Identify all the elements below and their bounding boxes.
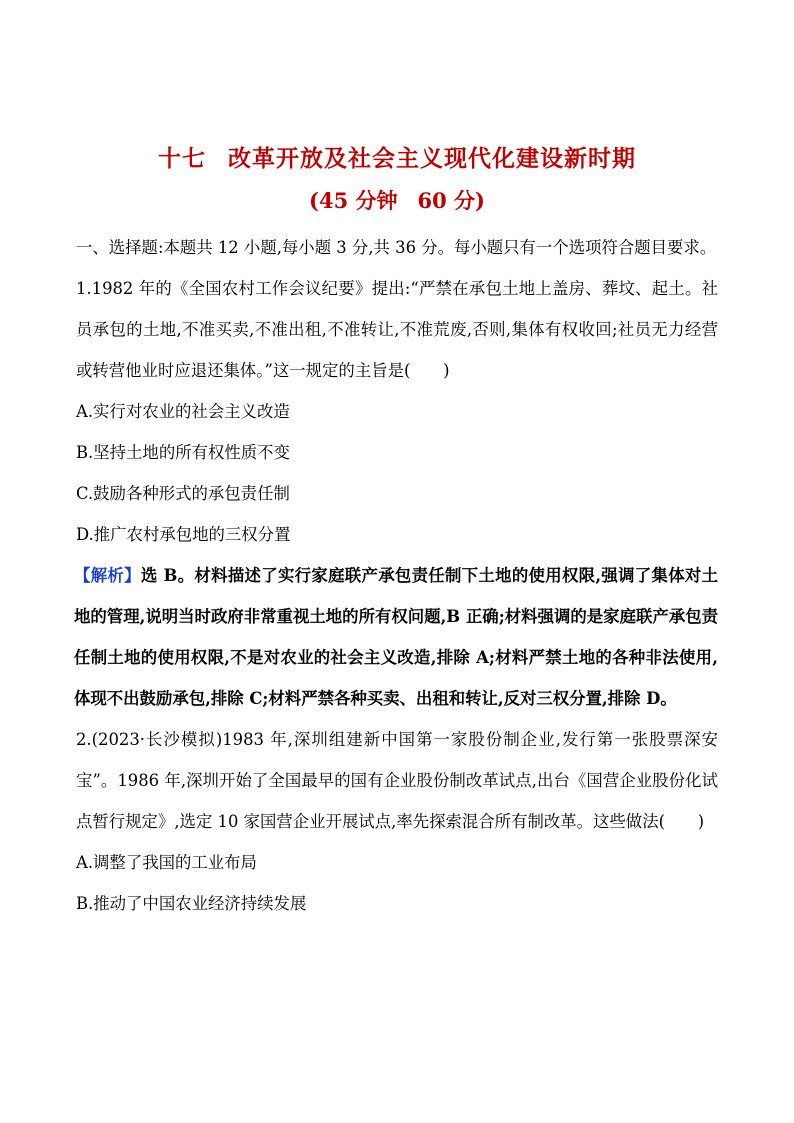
subtitle-score: 60 分) (417, 188, 485, 213)
question-1-option-a: A.实行对农业的社会主义改造 (76, 402, 290, 421)
question-2-answer-paren: ( ) (658, 812, 705, 831)
title-text: 改革开放及社会主义现代化建设新时期 (228, 146, 636, 172)
question-2-text: 2.(2023·长沙模拟)1983 年,深圳组建新中国第一家股份制企业,发行第一张股票深安宝”。1986 年,深圳开始了全国最早的国有企业股份制改革试点,出台《国营企业股份化试点暂行规定》,选定 10 家国营企业开展试点,率先探索混合所有制改革。这些做法 (76, 730, 718, 831)
question-2-stem (76, 719, 718, 842)
content-body (76, 227, 718, 924)
page-subtitle (0, 186, 794, 216)
question-2-option-b: B.推动了中国农业经济持续发展 (76, 894, 307, 913)
title-number: 十七 (158, 146, 206, 172)
question-2-option-a: A.调整了我国的工业布局 (76, 853, 257, 872)
section-intro: 一、选择题:本题共 12 小题,每小题 3 分,共 36 分。每小题只有一个选项符合题目要求。 (76, 238, 717, 257)
subtitle-time: (45 分钟 (309, 188, 398, 213)
question-1-stem (76, 268, 718, 391)
question-1-answer-paren: ( ) (404, 361, 450, 380)
question-1-option-b: B.坚持土地的所有权性质不变 (76, 443, 290, 462)
analysis-text: 选 B。材料描述了实行家庭联产承包责任制下土地的使用权限,强调了集体对土地的管理,说明当时政府非常重视土地的所有权问题,B 正确;材料强调的是家庭联产承包责任制土地的使用权限,不是对农业的社会主义改造,排除 A;材料严禁土地的各种非法使用,体现不出鼓励承包,排除 C;材料严禁各种买卖、出租和转让,反对三权分置,排除 D。 (74, 566, 719, 708)
question-1-option-c: C.鼓励各种形式的承包责任制 (76, 484, 290, 503)
question-1-analysis (74, 555, 718, 719)
question-1-text: 1.1982 年的《全国农村工作会议纪要》提出:“严禁在承包土地上盖房、葬坟、起土。社员承包的土地,不准买卖,不准出租,不准转让,不准荒废,否则,集体有权收回;社员无力经营或转营他业时应退还集体。”这一规定的主旨是 (76, 279, 718, 380)
analysis-tag: 【解析】 (74, 566, 141, 585)
page-title (0, 143, 794, 175)
question-1-option-d: D.推广农村承包地的三权分置 (76, 525, 291, 544)
